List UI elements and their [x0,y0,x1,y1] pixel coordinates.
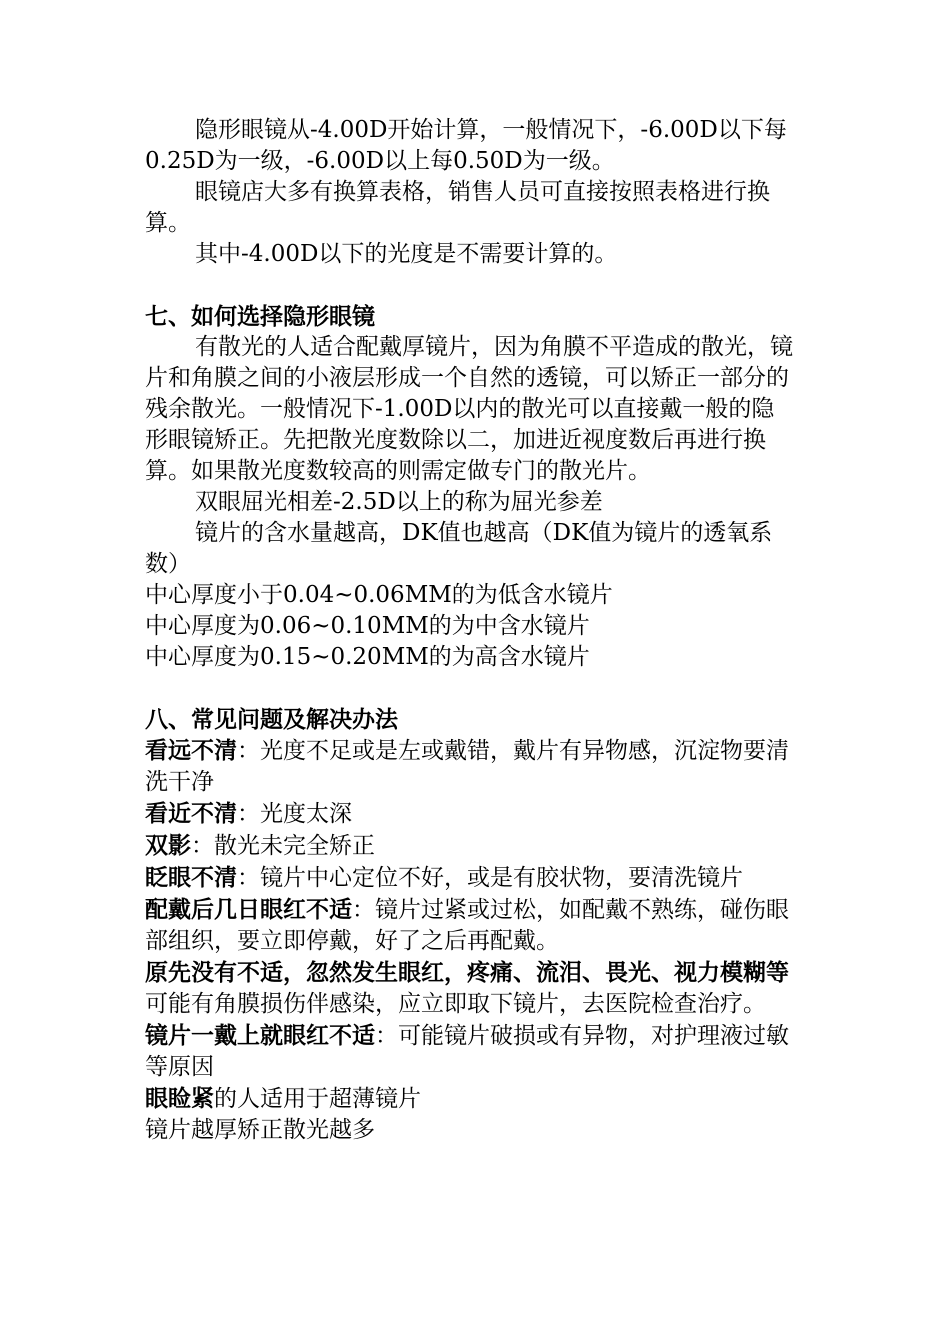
problem-separator: ： [352,897,375,923]
problem-separator: ： [375,1023,398,1049]
problem-item [145,798,795,830]
problem-text: 可能有角膜损伤伴感染，应立即取下镜片，去医院检查治疗。 [145,991,766,1017]
problem-text: 光度太深 [260,801,352,827]
problem-separator: ： [237,865,260,891]
problem-text: 可能镜片破损或有异物，对护理液过敏等原因 [145,1023,789,1080]
problem-term: 看近不清 [145,800,237,827]
problem-item [145,894,795,957]
paragraph-lens-power-steps: 隐形眼镜从-4.00D开始计算，一般情况下，-6.00D以下每0.25D为一级，-6.00D以上每0.50D为一级。 [145,117,787,174]
problem-term: 双影 [145,832,191,859]
problem-text: 散光未完全矫正 [214,833,375,859]
paragraph-conversion-table: 眼镜店大多有换算表格，销售人员可直接按照表格进行换算。 [145,179,770,236]
blank-line [145,673,795,704]
problem-item [145,1020,795,1083]
document-page [145,115,795,1146]
blank-line [145,270,795,301]
section-heading-how-to-choose: 七、如何选择隐形眼镜 [145,303,375,330]
problem-item [145,1083,795,1115]
problem-text: 镜片过紧或过松，如配戴不熟练，碰伤眼部组织，要立即停戴，好了之后再配戴。 [145,897,789,954]
problem-separator: ： [191,833,214,859]
problem-separator: ： [237,801,260,827]
line-high-water-content: 中心厚度为0.15~0.20MM的为高含水镜片 [145,644,590,670]
paragraph-anisometropia: 双眼屈光相差-2.5D以上的称为屈光参差 [195,489,603,515]
problem-term: 配戴后几日眼红不适 [145,896,352,923]
problem-separator: ： [237,738,260,764]
problem-term: 眼睑紧 [145,1085,214,1112]
problem-text: 的人适用于超薄镜片 [214,1086,421,1112]
problem-item [145,735,795,798]
problem-term: 镜片一戴上就眼红不适 [145,1022,375,1049]
line-thicker-lens-corrects-more: 镜片越厚矫正散光越多 [145,1117,375,1143]
problem-item [145,957,795,1020]
problem-text: 镜片中心定位不好，或是有胶状物，要清洗镜片 [260,865,743,891]
problem-term: 看远不清 [145,737,237,764]
problem-item [145,862,795,894]
line-medium-water-content: 中心厚度为0.06~0.10MM的为中含水镜片 [145,613,590,639]
section-heading-common-problems: 八、常见问题及解决办法 [145,706,398,733]
problem-term: 原先没有不适，忽然发生眼红，疼痛、流泪、畏光、视力模糊等 [145,959,789,986]
problem-term: 眨眼不清 [145,864,237,891]
problem-text: 光度不足或是左或戴错，戴片有异物感，沉淀物要清洗干净 [145,738,789,795]
line-low-water-content: 中心厚度小于0.04~0.06MM的为低含水镜片 [145,582,613,608]
paragraph-water-content-dk: 镜片的含水量越高，DK值也越高（DK值为镜片的透氧系数） [145,520,773,577]
problem-item [145,830,795,862]
paragraph-astigmatism: 有散光的人适合配戴厚镜片，因为角膜不平造成的散光，镜片和角膜之间的小液层形成一个自然的透镜，可以矫正一部分的残余散光。一般情况下-1.00D以内的散光可以直接戴一般的隐形眼镜矫正。先把散光度数除以二，加进近视度数后再进行换算。如果散光度数较高的则需定做专门的散光片。 [145,334,793,484]
paragraph-no-conversion-below-4d: 其中-4.00D以下的光度是不需要计算的。 [195,241,618,267]
